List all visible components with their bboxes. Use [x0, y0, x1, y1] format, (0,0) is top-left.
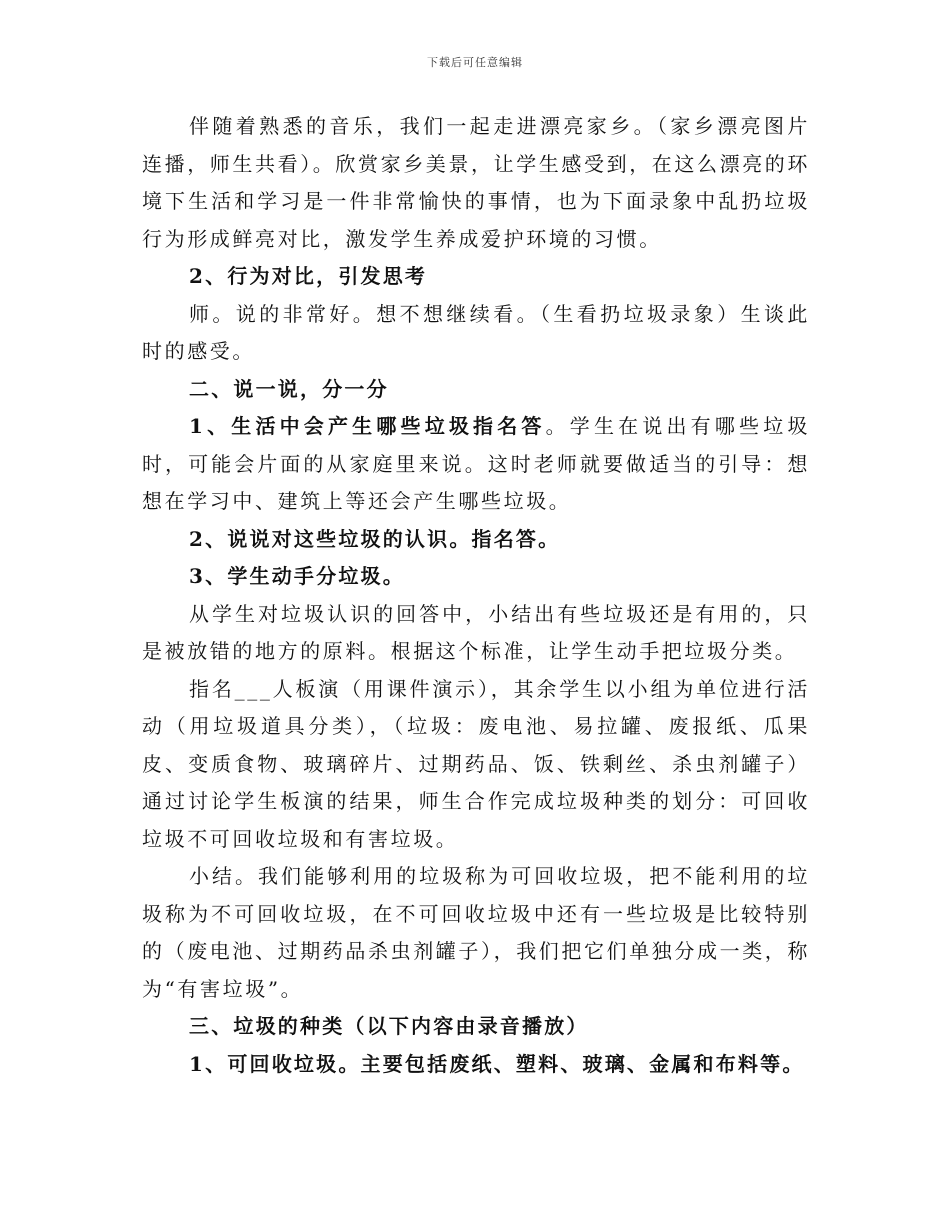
paragraph-board-demo: 指名___人板演（用课件演示），其余学生以小组为单位进行活动（用垃圾道具分类），（垃圾：废电池、易拉罐、废报纸、瓜果皮、变质食物、玻璃碎片、过期药品、饭、铁剩丝、杀虫剂罐子）通过讨论学生板演的结果，师生合作完成垃圾种类的划分：可回收垃圾不可回收垃圾和有害垃圾。 — [142, 676, 810, 851]
heading-recyclable: 1、可回收垃圾。主要包括废纸、塑料、玻璃、金属和布料等。 — [189, 1051, 805, 1076]
paragraph-garbage-types-lead: 1、生活中会产生哪些垃圾指名答 — [189, 414, 546, 438]
heading-garbage-knowledge: 2、说说对这些垃圾的认识。指名答。 — [189, 526, 561, 551]
paragraph-summary: 小结。我们能够利用的垃圾称为可回收垃圾，把不能利用的垃圾称为不可回收垃圾，在不可回收垃圾中还有一些垃圾是比较特别的（废电池、过期药品杀虫剂罐子），我们把它们单独分成一类，称为“有害垃圾”。 — [142, 864, 810, 1001]
heading-sorting-activity: 3、学生动手分垃圾。 — [189, 564, 405, 588]
heading-section-two: 二、说一说，分一分 — [189, 376, 389, 401]
paragraph-garbage-types-question — [142, 408, 810, 521]
paragraph-sorting-standard: 从学生对垃圾认识的回答中，小结出有些垃圾还是有用的，只是被放错的地方的原料。根据这个标准，让学生动手把垃圾分类。 — [142, 601, 810, 663]
paragraph-hometown-scenery: 伴随着熟悉的音乐，我们一起走进漂亮家乡。（家乡漂亮图片连播，师生共看）。欣赏家乡美景，让学生感受到，在这么漂亮的环境下生活和学习是一件非常愉快的事情，也为下面录象中乱扔垃圾行为形成鲜亮对比，激发学生养成爱护环境的习惯。 — [142, 114, 810, 251]
paragraph-garbage-types-rest: 。学生在说出有哪些垃圾时，可能会片面的从家庭里来说。这时老师就要做适当的引导：想想在学习中、建筑上等还会产生哪些垃圾。 — [142, 414, 810, 513]
page-header: 下载后可任意编辑 — [427, 56, 523, 69]
paragraph-teacher-video: 师。说的非常好。想不想继续看。（生看扔垃圾录象）生谈此时的感受。 — [142, 301, 810, 363]
document-body — [142, 108, 810, 1083]
heading-section-three: 三、垃圾的种类（以下内容由录音播放） — [189, 1014, 589, 1038]
heading-behavior-contrast: 2、行为对比，引发思考 — [189, 264, 428, 288]
